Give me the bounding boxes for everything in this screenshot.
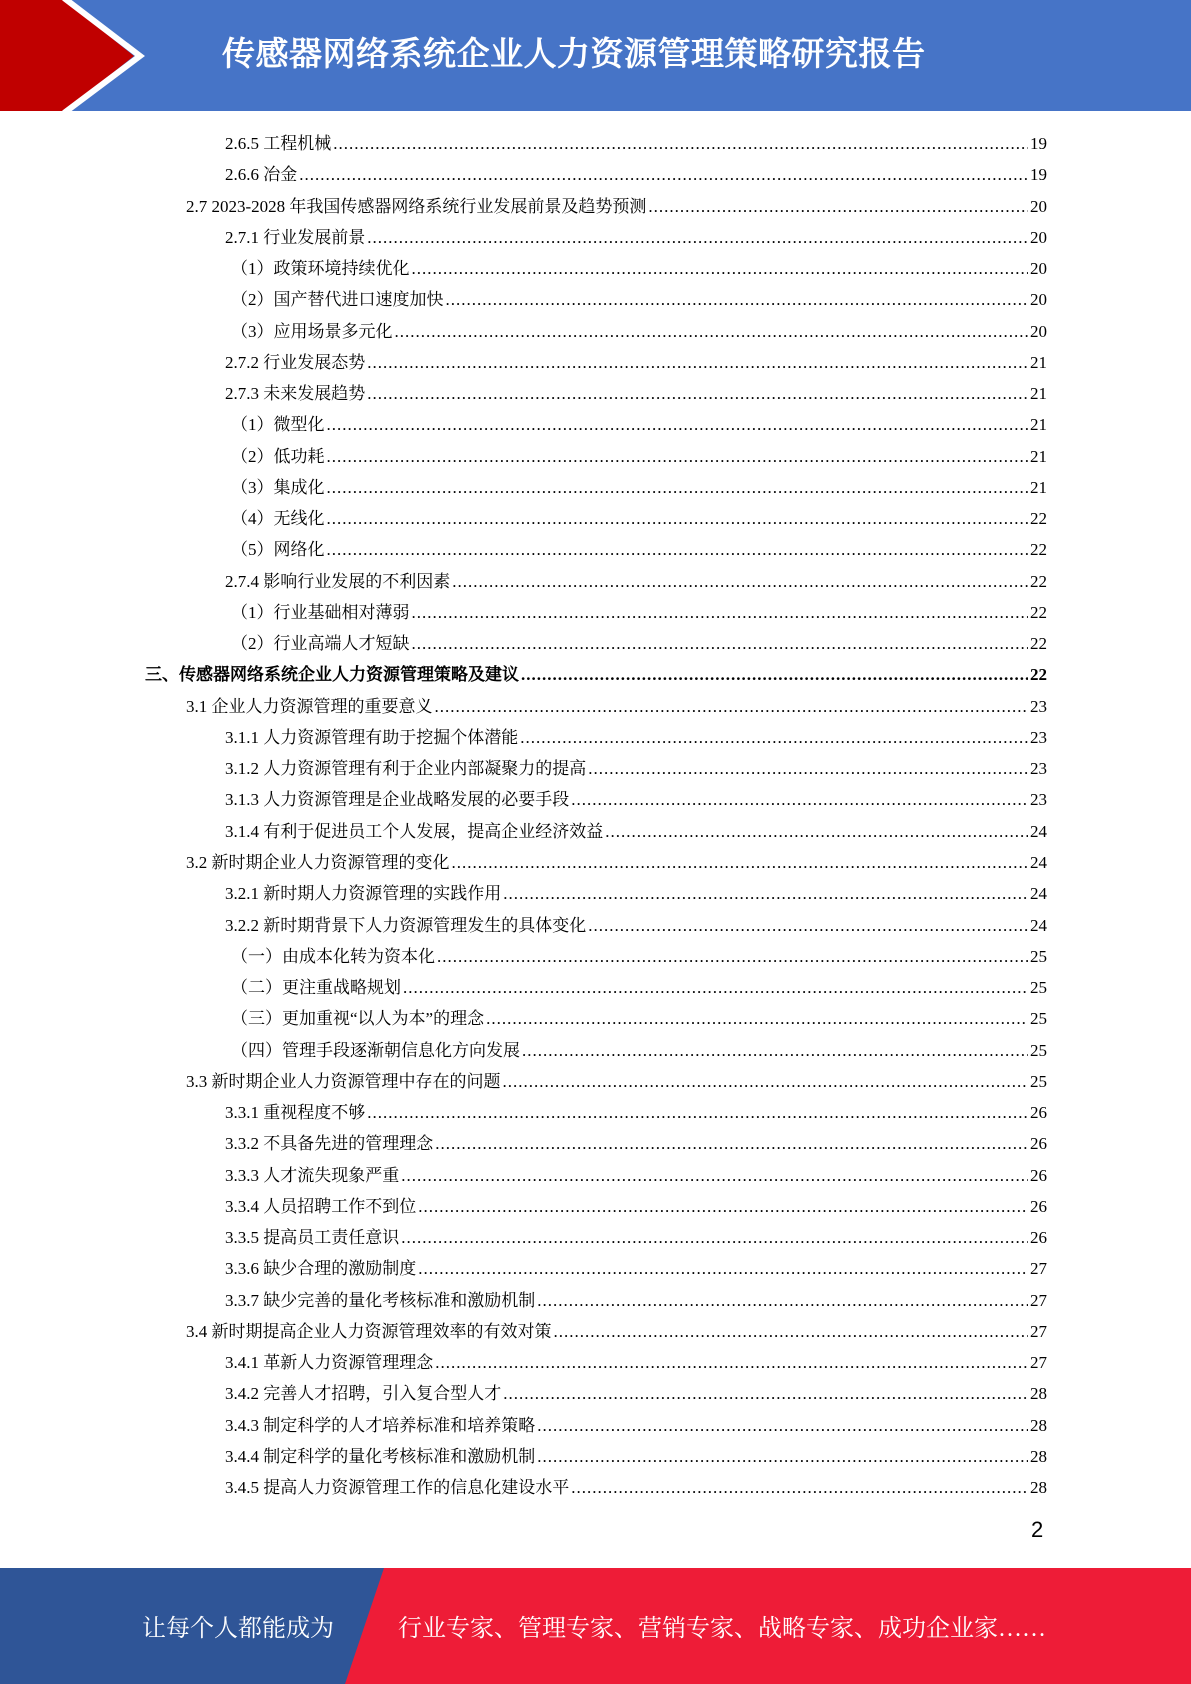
- toc-entry-label: 3.3.3 人才流失现象严重: [225, 1165, 400, 1185]
- toc-entry[interactable]: [225, 1285, 1047, 1316]
- toc-entry[interactable]: [186, 1316, 1047, 1347]
- dot-leader: [571, 1472, 1028, 1503]
- toc-entry-label: （三）更加重视“以人为本”的理念: [231, 1009, 485, 1029]
- toc-entry[interactable]: [225, 1253, 1047, 1284]
- dot-leader: [327, 472, 1029, 503]
- toc-entry-page: 20: [1030, 259, 1047, 279]
- toc-entry-label: 3.1 企业人力资源管理的重要意义: [186, 696, 433, 716]
- toc-entry[interactable]: [231, 472, 1047, 503]
- dot-leader: [403, 972, 1028, 1003]
- toc-entry-page: 27: [1030, 1290, 1047, 1310]
- toc-entry-page: 20: [1030, 196, 1047, 216]
- toc-entry-label: （5）网络化: [231, 540, 325, 560]
- dot-leader: [537, 1285, 1028, 1316]
- toc-entry-page: 20: [1030, 227, 1047, 247]
- toc-entry-page: 21: [1030, 446, 1047, 466]
- toc-entry[interactable]: [225, 222, 1047, 253]
- toc-entry-page: 23: [1030, 727, 1047, 747]
- toc-entry-label: （四）管理手段逐渐朝信息化方向发展: [231, 1040, 520, 1060]
- toc-entry-label: （一）由成本化转为资本化: [231, 946, 435, 966]
- toc-entry[interactable]: [225, 784, 1047, 815]
- toc-entry-page: 23: [1030, 790, 1047, 810]
- toc-entry[interactable]: [231, 534, 1047, 565]
- toc-entry-label: 2.7.4 影响行业发展的不利因素: [225, 571, 451, 591]
- page-header: [0, 0, 1191, 111]
- dot-leader: [435, 1347, 1028, 1378]
- dot-leader: [452, 566, 1028, 597]
- toc-entry-page: 19: [1030, 134, 1047, 153]
- dot-leader: [503, 1066, 1029, 1097]
- toc-entry-label: （二）更注重战略规划: [231, 978, 401, 998]
- dot-leader: [401, 1160, 1028, 1191]
- toc-entry-label: 3.4 新时期提高企业人力资源管理效率的有效对策: [186, 1321, 552, 1341]
- toc-entry-page: 25: [1030, 946, 1047, 966]
- toc-entry-page: 26: [1030, 1134, 1047, 1154]
- toc-entry-label: 3.2.2 新时期背景下人力资源管理发生的具体变化: [225, 915, 587, 935]
- toc-entry[interactable]: [231, 284, 1047, 315]
- toc-entry[interactable]: [225, 1128, 1047, 1159]
- toc-entry-label: 2.7.1 行业发展前景: [225, 227, 366, 247]
- dot-leader: [588, 910, 1028, 941]
- toc-entry[interactable]: [231, 316, 1047, 347]
- toc-entry[interactable]: [231, 972, 1047, 1003]
- toc-entry[interactable]: [231, 409, 1047, 440]
- toc-entry-page: 21: [1030, 477, 1047, 497]
- toc-entry-label: 3.4.4 制定科学的量化考核标准和激励机制: [225, 1446, 536, 1466]
- toc-entry-page: 26: [1030, 1196, 1047, 1216]
- dot-leader: [521, 659, 1028, 690]
- toc-entry[interactable]: [145, 659, 1047, 690]
- toc-entry[interactable]: [231, 1035, 1047, 1066]
- page-number: 2: [1031, 1517, 1044, 1542]
- toc-entry-page: 19: [1030, 165, 1047, 185]
- toc-entry-label: 2.7 2023-2028 年我国传感器网络系统行业发展前景及趋势预测: [186, 196, 647, 216]
- toc-entry[interactable]: [225, 816, 1047, 847]
- toc-entry-page: 24: [1030, 852, 1047, 872]
- toc-entry-label: 2.6.6 冶金: [225, 165, 298, 185]
- toc-entry[interactable]: [231, 597, 1047, 628]
- toc-entry[interactable]: [186, 691, 1047, 722]
- dot-leader: [486, 1003, 1028, 1034]
- dot-leader: [437, 941, 1028, 972]
- toc-entry-page: 27: [1030, 1259, 1047, 1279]
- toc-entry-label: 2.7.3 未来发展趋势: [225, 384, 366, 404]
- toc-entry-label: （3）应用场景多元化: [231, 321, 393, 341]
- toc-entry-page: 28: [1030, 1415, 1047, 1435]
- dot-leader: [333, 128, 1028, 159]
- toc-entry[interactable]: [225, 1160, 1047, 1191]
- toc-entry-page: 24: [1030, 915, 1047, 935]
- toc-entry-label: 3.1.2 人力资源管理有利于企业内部凝聚力的提高: [225, 759, 587, 779]
- toc-entry-page: 27: [1030, 1321, 1047, 1341]
- dot-leader: [435, 691, 1029, 722]
- toc-entry[interactable]: [225, 1378, 1047, 1409]
- toc-entry-label: （1）行业基础相对薄弱: [231, 602, 410, 622]
- toc-entry[interactable]: [225, 159, 1047, 190]
- toc-entry-page: 25: [1030, 978, 1047, 998]
- toc-entry-page: 22: [1030, 571, 1047, 591]
- toc-entry-label: （2）国产替代进口速度加快: [231, 290, 444, 310]
- toc-entry-page: 22: [1030, 540, 1047, 560]
- dot-leader: [418, 1191, 1028, 1222]
- toc-entry-page: 26: [1030, 1103, 1047, 1123]
- toc-entry-page: 28: [1030, 1446, 1047, 1466]
- dot-leader: [327, 534, 1029, 565]
- toc-entry-label: 3.1.4 有利于促进员工个人发展，提高企业经济效益: [225, 821, 604, 841]
- toc-entry-label: 3.4.5 提高人力资源管理工作的信息化建设水平: [225, 1478, 570, 1498]
- toc-entry-page: 28: [1030, 1384, 1047, 1404]
- toc-entry-label: 3.2 新时期企业人力资源管理的变化: [186, 852, 450, 872]
- toc-entry-page: 24: [1030, 821, 1047, 841]
- dot-leader: [412, 628, 1029, 659]
- toc-entry-label: 3.4.3 制定科学的人才培养标准和培养策略: [225, 1415, 536, 1435]
- toc-entry-page: 22: [1030, 602, 1047, 622]
- toc-entry-label: （1）微型化: [231, 415, 325, 435]
- dot-leader: [605, 816, 1028, 847]
- toc-entry[interactable]: [225, 1191, 1047, 1222]
- dot-leader: [446, 284, 1029, 315]
- toc-entry-page: 23: [1030, 759, 1047, 779]
- toc-entry-label: 3.1.1 人力资源管理有助于挖掘个体潜能: [225, 727, 519, 747]
- toc-entry[interactable]: [225, 722, 1047, 753]
- toc-entry-page: 21: [1030, 352, 1047, 372]
- toc-entry[interactable]: [225, 128, 1047, 159]
- toc-entry[interactable]: [225, 1410, 1047, 1441]
- toc-entry-page: 20: [1030, 321, 1047, 341]
- toc-entry-label: 3.1.3 人力资源管理是企业战略发展的必要手段: [225, 790, 570, 810]
- chevron-logo-icon: [0, 0, 160, 111]
- toc-entry-page: 26: [1030, 1165, 1047, 1185]
- toc-entry-label: 3.3.7 缺少完善的量化考核标准和激励机制: [225, 1290, 536, 1310]
- toc-entry[interactable]: [231, 941, 1047, 972]
- toc-entry-page: 24: [1030, 884, 1047, 904]
- dot-leader: [367, 222, 1028, 253]
- toc-entry[interactable]: [231, 253, 1047, 284]
- dot-leader: [522, 1035, 1028, 1066]
- toc-entry[interactable]: [225, 347, 1047, 378]
- toc-entry-label: 3.2.1 新时期人力资源管理的实践作用: [225, 884, 502, 904]
- toc-entry[interactable]: [186, 1066, 1047, 1097]
- toc-entry[interactable]: [231, 1003, 1047, 1034]
- toc-entry[interactable]: [225, 1222, 1047, 1253]
- toc-entry-label: 2.7.2 行业发展态势: [225, 352, 366, 372]
- dot-leader: [537, 1410, 1028, 1441]
- toc-entry-page: 25: [1030, 1040, 1047, 1060]
- toc-entry-label: 3.3.2 不具备先进的管理理念: [225, 1134, 434, 1154]
- dot-leader: [503, 878, 1028, 909]
- toc-entry-page: 27: [1030, 1353, 1047, 1373]
- toc-entry[interactable]: [231, 503, 1047, 534]
- report-title: 传感器网络系统企业人力资源管理策略研究报告: [222, 34, 926, 73]
- toc-entry-label: 3.3.1 重视程度不够: [225, 1103, 366, 1123]
- dot-leader: [571, 784, 1028, 815]
- dot-leader: [412, 253, 1029, 284]
- toc-entry[interactable]: [225, 910, 1047, 941]
- toc-entry-label: 三、传感器网络系统企业人力资源管理策略及建议: [145, 665, 519, 685]
- toc-entry-label: （4）无线化: [231, 509, 325, 529]
- toc-entry-page: 22: [1030, 634, 1047, 654]
- dot-leader: [327, 503, 1029, 534]
- toc-entry-page: 22: [1030, 509, 1047, 529]
- toc-entry[interactable]: [231, 628, 1047, 659]
- toc-entry-page: 20: [1030, 290, 1047, 310]
- toc-entry-label: 3.4.2 完善人才招聘，引入复合型人才: [225, 1384, 502, 1404]
- dot-leader: [503, 1378, 1028, 1409]
- toc-entry-label: （2）行业高端人才短缺: [231, 634, 410, 654]
- toc-entry[interactable]: [225, 566, 1047, 597]
- toc-entry[interactable]: [225, 1472, 1047, 1503]
- dot-leader: [299, 159, 1028, 190]
- toc-entry-label: 3.3.5 提高员工责任意识: [225, 1228, 400, 1248]
- dot-leader: [452, 847, 1029, 878]
- toc-entry[interactable]: [225, 1347, 1047, 1378]
- toc-entry-label: （3）集成化: [231, 477, 325, 497]
- toc-entry-page: 25: [1030, 1071, 1047, 1091]
- toc-entry-label: 3.3.6 缺少合理的激励制度: [225, 1259, 417, 1279]
- footer-slogan-left: 让每个人都能成为: [142, 1616, 334, 1642]
- dot-leader: [327, 441, 1029, 472]
- toc-entry[interactable]: [225, 1097, 1047, 1128]
- dot-leader: [648, 191, 1028, 222]
- dot-leader: [367, 347, 1028, 378]
- dot-leader: [412, 597, 1029, 628]
- dot-leader: [520, 722, 1028, 753]
- toc-entry-page: 23: [1030, 696, 1047, 716]
- dot-leader: [367, 378, 1028, 409]
- toc-entry[interactable]: [225, 753, 1047, 784]
- toc-entry-label: 3.3.4 人员招聘工作不到位: [225, 1196, 417, 1216]
- page-footer: [0, 1568, 1191, 1684]
- toc-entry-page: 25: [1030, 1009, 1047, 1029]
- dot-leader: [401, 1222, 1028, 1253]
- toc-entry[interactable]: [186, 847, 1047, 878]
- toc-entry-page: 28: [1030, 1478, 1047, 1498]
- dot-leader: [588, 753, 1028, 784]
- toc-entry-page: 21: [1030, 384, 1047, 404]
- toc-entry-page: 26: [1030, 1228, 1047, 1248]
- toc-entry-label: 3.4.1 革新人力资源管理理念: [225, 1353, 434, 1373]
- toc-entry-page: 22: [1030, 665, 1047, 685]
- toc-entry[interactable]: [225, 378, 1047, 409]
- toc-entry-label: 3.3 新时期企业人力资源管理中存在的问题: [186, 1071, 501, 1091]
- footer-slogan-right: 行业专家、管理专家、营销专家、战略专家、成功企业家……: [398, 1616, 1046, 1642]
- dot-leader: [395, 316, 1029, 347]
- dot-leader: [327, 409, 1029, 440]
- toc-entry[interactable]: [225, 1441, 1047, 1472]
- toc-entry-label: （1）政策环境持续优化: [231, 259, 410, 279]
- toc-entry-label: （2）低功耗: [231, 446, 325, 466]
- dot-leader: [537, 1441, 1028, 1472]
- dot-leader: [554, 1316, 1029, 1347]
- toc-entry-page: 21: [1030, 415, 1047, 435]
- dot-leader: [367, 1097, 1028, 1128]
- toc-entry[interactable]: [225, 878, 1047, 909]
- dot-leader: [418, 1253, 1028, 1284]
- toc-entry[interactable]: [231, 441, 1047, 472]
- toc-entry[interactable]: [186, 191, 1047, 222]
- toc-entry-label: 2.6.5 工程机械: [225, 134, 332, 153]
- dot-leader: [435, 1128, 1028, 1159]
